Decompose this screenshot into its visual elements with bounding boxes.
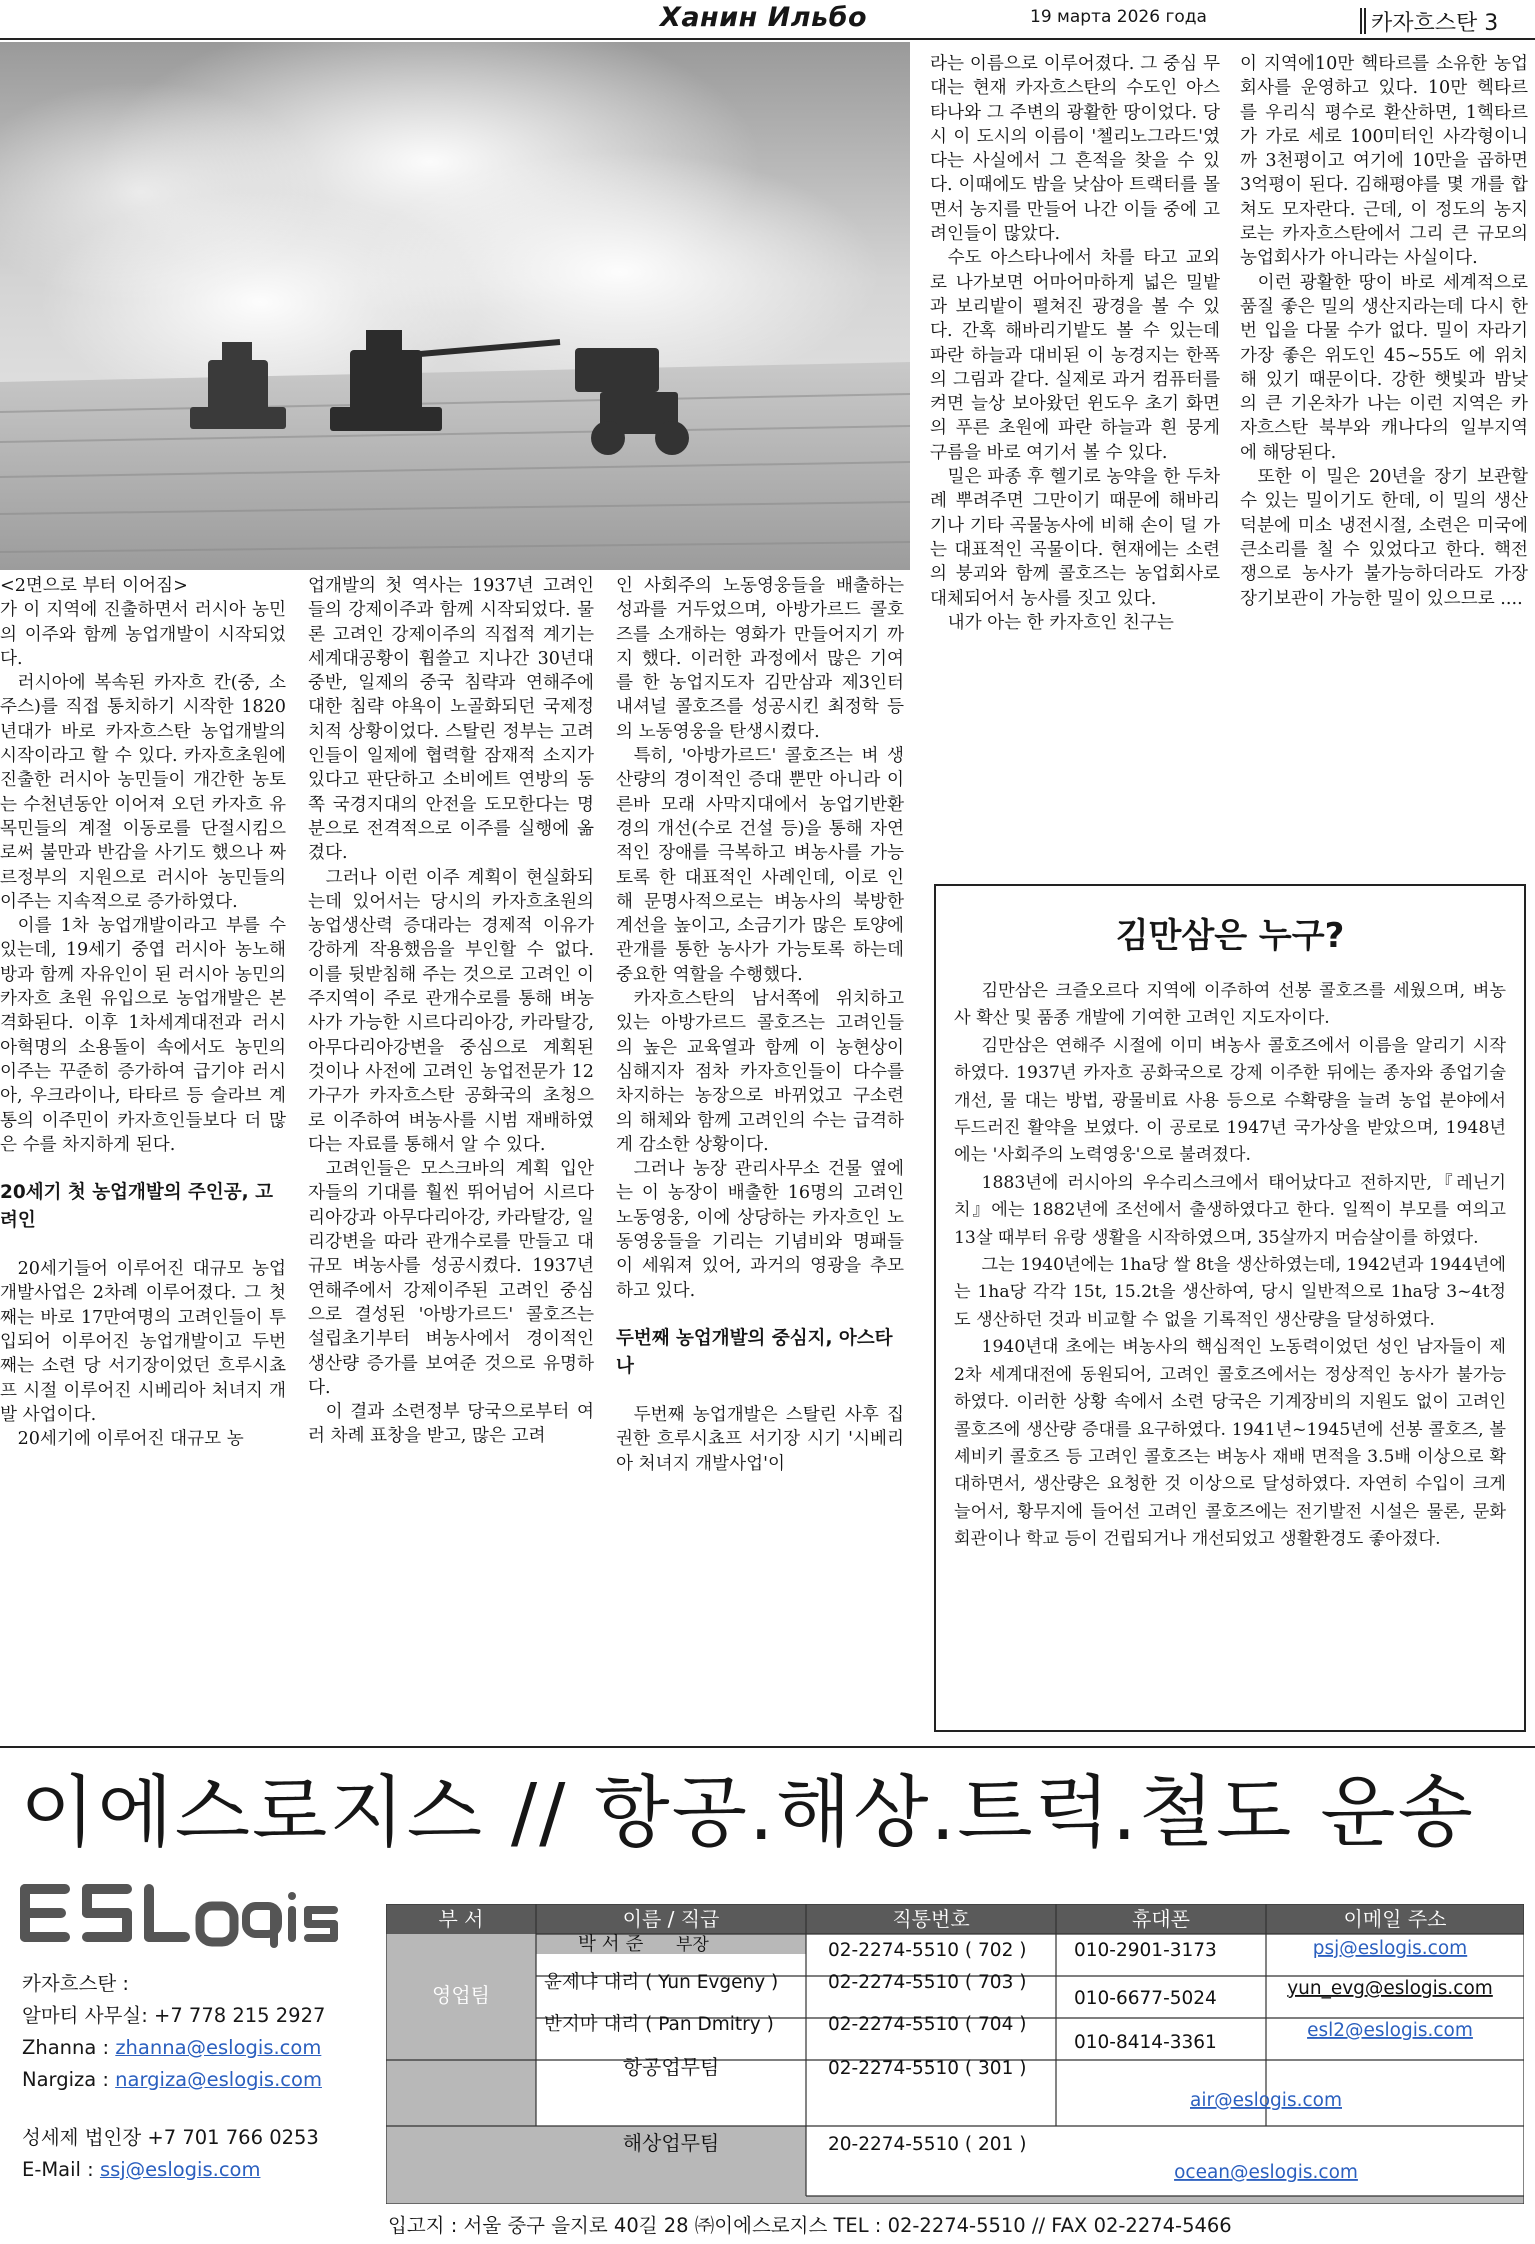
- sea-team-email[interactable]: ocean@eslogis.com: [1174, 2162, 1358, 2183]
- paragraph: 이 지역에10만 헥타르를 소유한 농업회사를 운영하고 있다. 10만 헥타르를 우리식 평수로 환산하면, 1헥타르가 가로 세로 100미터인 사각형이니까 3천평이고 여기에 10만을 곱하면 3억평이 된다. 김해평야를 몇 개를 합쳐도 모자란다. 근데, 이 정도의 농지로는 카자흐스탄에서 그리 큰 규모의 농업회사가 아니라는 사실이다.: [1240, 54, 1528, 269]
- section-subhead: 두번째 농업개발의 중심지, 아스타나: [616, 1327, 893, 1377]
- paragraph: 20세기에 이루어진 대규모 농: [17, 1429, 244, 1450]
- staff-title: 부장: [676, 1935, 709, 1955]
- sales-dept-label: 영업팀: [432, 1983, 490, 2007]
- table-header-cell: 부 서: [438, 1907, 484, 1931]
- paragraph: 밀은 파종 후 헬기로 농약을 한 두차례 뿌려주면 그만이기 때문에 해바리기나 기타 곡물농사에 비해 손이 덜 가는 대표적인 곡물이다. 현재에는 소련의 붕괴와 함께 콜호즈는 농업회사로 대체되어서 농사를 짓고 있다.: [930, 467, 1220, 609]
- article-column-2: [308, 574, 594, 1449]
- table-header-cell: 이름 / 직급: [622, 1907, 720, 1931]
- staff-name: 윤제냐 대리 ( Yun Evgeny ): [544, 1972, 779, 1993]
- advertisement-eslogis: [0, 1750, 1535, 2244]
- newspaper-name: Ханин Ильбо: [660, 2, 868, 33]
- paragraph: 내가 아는 한 카자흐인 친구는: [947, 612, 1174, 633]
- section-subhead: 20세기 첫 농업개발의 주인공, 고려인: [0, 1182, 273, 1232]
- staff-name: 박 서 준: [578, 1934, 644, 1955]
- contact-zhanna: [22, 2032, 325, 2064]
- paragraph: 20세기들어 이루어진 대규모 농업개발사업은 2차례 이루어졌다. 그 첫째는 바로 17만여명의 고려인들이 투입되어 이루어진 농업개발이고 두번째는 소련 당 서기장이었던 흐루시쵸프 시절 이루어진 시베리아 처녀지 개발 사업이다.: [0, 1259, 286, 1425]
- masthead: [0, 0, 1535, 40]
- article-column-3: [616, 574, 904, 1476]
- sidebar-box-kim-mansam: [934, 884, 1526, 1732]
- paragraph: 1883년에 러시아의 우수리스크에서 태어났다고 전하지만,『레닌기치』에는 1882년에 조선에서 출생하였다고 한다. 일찍이 부모를 여의고 13살 때부터 유랑 생활을 시작하였으며, 35살까지 머슴살이를 하였다.: [954, 1172, 1506, 1248]
- contact-ceo-email: [22, 2154, 325, 2186]
- combine-harvesters-photo: [0, 42, 910, 570]
- contact-label: E-Mail :: [22, 2158, 100, 2181]
- article-column-4: [930, 52, 1220, 635]
- paragraph: 김만삼은 크즐오르다 지역에 이주하여 선봉 콜호즈를 세웠으며, 벼농사 확산 및 품종 개발에 기여한 고려인 지도자이다.: [954, 981, 1506, 1029]
- paragraph: 그러나 농장 관리사무소 건물 옆에는 이 농장이 배출한 16명의 고려인 노동영웅, 이에 상당하는 카자흐인 노동영웅들을 기리는 기념비와 명패들이 세워져 있어, 과거의 영광을 추모하고 있다.: [616, 1159, 904, 1301]
- paragraph: 김만삼은 연해주 시절에 이미 벼농사 콜호즈에서 이름을 알리기 시작하였다. 1937년 카자흐 공화국으로 강제 이주한 뒤에는 종자와 종업기술 개선, 물 대는 방법, 광물비료 사용 등으로 수확량을 늘려 농업 분야에서 두드러진 활약을 보였다. 이 공로로 1947년 국가상을 받았으며, 1948년에는 '사회주의 노력영웅'으로 불려졌다.: [954, 1035, 1506, 1166]
- article-column-5: [1240, 52, 1528, 611]
- email-link[interactable]: zhanna@eslogis.com: [115, 2036, 322, 2059]
- table-header-cell: 이메일 주소: [1343, 1907, 1447, 1931]
- air-team-label: 항공업무팀: [622, 2055, 720, 2079]
- ad-footer-address: 입고지 : 서울 중구 을지로 40길 28 ㈜이에스로지스 TEL : 02-2274-5510 // FAX 02-2274-5466: [388, 2214, 1232, 2237]
- contact-nargiza: [22, 2064, 325, 2096]
- paragraph: 라는 이름으로 이루어졌다. 그 중심 무대는 현재 카자흐스탄의 수도인 아스타나와 그 주변의 광활한 땅이었다. 당시 이 도시의 이름이 '첼리노그라드'였다는 사실에서 그 흔적을 찾을 수 있다. 이때에도 밤을 낮삼아 트랙터를 몰면서 농지를 만들어 나간 이들 중에 고려인들이 많았다.: [930, 54, 1220, 245]
- contact-ceo: 성세제 법인장 +7 701 766 0253: [22, 2126, 319, 2149]
- paragraph: 두번째 농업개발은 스탈린 사후 집권한 흐루시쵸프 서기장 시기 '시베리아 처녀지 개발사업'이: [616, 1404, 904, 1474]
- eslogis-logo-icon: [20, 1880, 340, 1954]
- paragraph: 러시아에 복속된 카자흐 칸(중, 소 주스)를 직접 통치하기 시작한 1820년대가 바로 카자흐스탄 농업개발의 시작이라고 할 수 있다. 카자흐초원에 진출한 러시아 농민들이 개간한 농토는 수천년동안 이어져 오던 카자흐 유목민들의 계절 이동로를 단절시킴으로써 불만과 반감을 사기도 했으나 짜르정부의 지원으로 러시아 농민들의 이주는 지속적으로 증가하였다.: [0, 673, 286, 912]
- paragraph: 또한 이 밀은 20년을 장기 보관할 수 있는 밀이기도 한데, 이 밀의 생산 덕분에 미소 냉전시절, 소련은 미국에 큰소리를 칠 수 있었다고 한다. 핵전쟁으로 농사가 불가능하더라도 가장 장기보관이 가능한 밀이 있으므로 ....: [1240, 467, 1528, 609]
- contact-table: [386, 1904, 1524, 2204]
- advertisement-rule: [0, 1746, 1535, 1748]
- staff-email[interactable]: psj@eslogis.com: [1312, 1938, 1468, 1959]
- staff-mobile: 010-6677-5024: [1074, 1988, 1217, 2009]
- contact-label: Zhanna :: [22, 2036, 116, 2059]
- continued-note: <2면으로 부터 이어짐>: [0, 576, 188, 596]
- paragraph: 1940년대 초에는 벼농사의 핵심적인 노동력이었던 성인 남자들이 제2차 세계대전에 동원되어, 고려인 콜호즈에서는 정상적인 농사가 불가능하였다. 이러한 상황 속에서 소련 당국은 기계장비의 지원도 없이 고려인 콜호즈에 생산량 증대를 요구하였다. 1941년~1945년에 선봉 콜호즈, 볼셰비키 콜호즈 등 고려인 콜호즈는 벼농사 재배 면적을 3.5배 이상으로 확대하면서, 생산량은 요청한 것 이상으로 달성하였다. 자연히 수입이 크게 늘어서, 황무지에 들어선 고려인 콜호즈에는 전기발전 시설은 물론, 문화회관이나 학교 등이 건립되거나 개선되었고 생활환경도 좋아졌다.: [954, 1337, 1506, 1550]
- sea-team-label: 해상업무팀: [622, 2131, 720, 2155]
- staff-phone: 02-2274-5510 ( 704 ): [828, 2014, 1027, 2035]
- ad-headline: 이에스로지스 // 항공.해상.트럭.철도 운송: [20, 1768, 1475, 1858]
- staff-mobile: 010-8414-3361: [1074, 2032, 1217, 2053]
- article-column-1: [0, 574, 286, 1452]
- staff-phone: 02-2274-5510 ( 703 ): [828, 1972, 1027, 1993]
- paragraph: 이 결과 소련정부 당국으로부터 여러 차례 표창을 받고, 많은 고려: [308, 1402, 594, 1447]
- air-team-phone: 02-2274-5510 ( 301 ): [828, 2058, 1027, 2079]
- table-header-cell: 직통번호: [892, 1907, 970, 1931]
- paragraph: 이를 1차 농업개발이라고 부를 수 있는데, 19세기 중엽 러시아 농노해방과 함께 자유인이 된 러시아 농민의 카자흐 초원 유입으로 농업개발은 본격화된다. 이후 1차세계대전과 러시아혁명의 소용돌이 속에서도 농민의 이주는 꾸준히 증가하여 급기야 러시아, 우크라이나, 타타르 등 슬라브 계통의 이주민이 카자흐인들보다 더 많은 수를 차지하게 된다.: [0, 916, 286, 1155]
- paragraph: 업개발의 첫 역사는 1937년 고려인들의 강제이주과 함께 시작되었다. 물론 고려인 강제이주의 직접적 계기는 세계대공황이 휩쓸고 지나간 30년대 중반, 일제의 중국 침략과 연해주에 대한 침략 야욕이 노골화되던 국제정치적 상황이었다. 스탈린 정부는 고려인들이 일제에 협력할 잠재적 소지가 있다고 판단하고 소비에트 연방의 동쪽 국경지대의 안전을 도모한다는 명분으로 전격적으로 이주를 실행에 옮겼다.: [308, 576, 594, 864]
- issue-date: 19 марта 2026 года: [1030, 7, 1207, 27]
- air-team-email[interactable]: air@eslogis.com: [1190, 2090, 1342, 2111]
- page-number: 3: [1484, 11, 1499, 36]
- contact-office: 알마티 사무실: +7 778 215 2927: [22, 2004, 326, 2027]
- paragraph: 수도 아스타나에서 차를 타고 교외로 나가보면 어마어마하게 넓은 밀밭과 보리밭이 펼쳐진 광경을 볼 수 있다. 간혹 해바리기밭도 볼 수 있는데 파란 하늘과 대비된 이 농경지는 한폭의 그림과 같다. 실제로 과거 컴퓨터를 켜면 늘상 보아왔던 윈도우 초기 화면의 푸른 초원에 파란 하늘과 흰 뭉게 구름을 바로 여기서 볼 수 있다.: [930, 248, 1220, 463]
- box-body: [954, 978, 1506, 1554]
- header-rule: [0, 38, 1535, 40]
- paragraph: 그는 1940년에는 1ha당 쌀 8t을 생산하였는데, 1942년과 1944년에는 1ha당 각각 15t, 15.2t을 생산하여, 당시 일반적으로 1ha당 3~4t정도 생산하던 것과 비교할 수 없을 기록적인 생산량을 달성하였다.: [954, 1255, 1506, 1330]
- paragraph: 그러나 이런 이주 계획이 현실화되는데 있어서는 당시의 카자흐초원의 농업생산력 증대라는 경제적 이유가 강하게 작용했음을 부인할 수 없다. 이를 뒷받침해 주는 것으로 고려인 이주지역이 주로 관개수로를 통해 벼농사가 가능한 시르다리아강, 카라탈강, 아무다리아강변을 중심으로 계획된 것이나 사전에 고려인 농업전문가 12가구가 카자흐스탄 공화국의 초청으로 이주하여 벼농사를 시범 재배하였다는 자료를 통해서 알 수 있다.: [308, 867, 594, 1155]
- paragraph: 고려인들은 모스크바의 계획 입안자들의 기대를 훨씬 뛰어넘어 시르다리아강과 아무다리아강, 카라탈강, 일리강변을 따라 관개수로를 만들고 대규모 벼농사를 성공시켰다. 1937년 연해주에서 강제이주된 고려인 중심으로 결성된 '아방가르드' 콜호즈는 설립초기부터 벼농사에서 경이적인 생산량 증가를 보여준 것으로 유명하다.: [308, 1159, 594, 1398]
- sea-team-phone: 20-2274-5510 ( 201 ): [828, 2134, 1027, 2155]
- email-link[interactable]: nargiza@eslogis.com: [115, 2068, 322, 2091]
- staff-mobile: 010-2901-3173: [1074, 1940, 1217, 1961]
- staff-phone: 02-2274-5510 ( 702 ): [828, 1940, 1027, 1961]
- paragraph: 이런 광활한 땅이 바로 세계적으로 품질 좋은 밀의 생산지라는데 다시 한번 입을 다물 수가 없다. 밀이 자라기 가장 좋은 위도인 45~55도 에 위치해 있기 때문이다. 강한 햇빛과 밤낮의 큰 기온차가 나는 이런 지역은 카자흐스탄 북부와 캐나다의 일부지역에 해당된다.: [1240, 272, 1528, 463]
- contact-country: 카자흐스탄 :: [22, 1972, 129, 1995]
- box-title: 김만삼은 누구?: [1115, 916, 1345, 956]
- contact-label: Nargiza :: [22, 2068, 116, 2091]
- section-name: 카자흐스탄: [1371, 11, 1478, 36]
- paragraph: 카자흐스탄의 남서쪽에 위치하고 있는 아방가르드 콜호즈는 고려인들의 높은 교육열과 함께 이 농현상이 심해지자 점차 카자흐인들이 다수를 차지하는 농장으로 바뀌었고 구소련의 해체와 함께 고려인의 수는 급격하게 감소한 상황이다.: [616, 989, 904, 1155]
- email-link[interactable]: ssj@eslogis.com: [99, 2158, 261, 2181]
- section-tag: [1371, 6, 1498, 37]
- staff-email[interactable]: esl2@eslogis.com: [1307, 2020, 1473, 2041]
- staff-name: 반지마 대리 ( Pan Dmitry ): [544, 2014, 774, 2035]
- paragraph: 특히, '아방가르드' 콜호즈는 벼 생산량의 경이적인 증대 뿐만 아니라 이른바 모래 사막지대에서 농업기반환경의 개선(수로 건설 등)을 통해 자연적인 장애를 극복하고 벼농사를 가능토록 한 대표적인 사례인데, 이로 인해 문명사적으로는 벼농사의 북방한계선을 높이고, 소금기가 많은 토양에 관개를 통한 농사가 가능토록 하는데 중요한 역할을 수행했다.: [616, 746, 904, 985]
- ad-contacts: [22, 1968, 325, 2186]
- paragraph: 가 이 지역에 진출하면서 러시아 농민의 이주와 함께 농업개발이 시작되었다.: [0, 600, 286, 669]
- paragraph: 인 사회주의 노동영웅들을 배출하는 성과를 거두었으며, 아방가르드 콜호즈를 소개하는 영화가 만들어지기 까지 했다. 이러한 과정에서 많은 기여를 한 농업지도자 김만삼과 제3인터내셔널 콜호즈를 성공시킨 최정학 등의 노동영웅을 탄생시켰다.: [616, 576, 904, 742]
- staff-email[interactable]: yun_evg@eslogis.com: [1287, 1978, 1493, 1999]
- section-bar-icon: [1360, 8, 1366, 34]
- table-header-cell: 휴대폰: [1132, 1907, 1190, 1931]
